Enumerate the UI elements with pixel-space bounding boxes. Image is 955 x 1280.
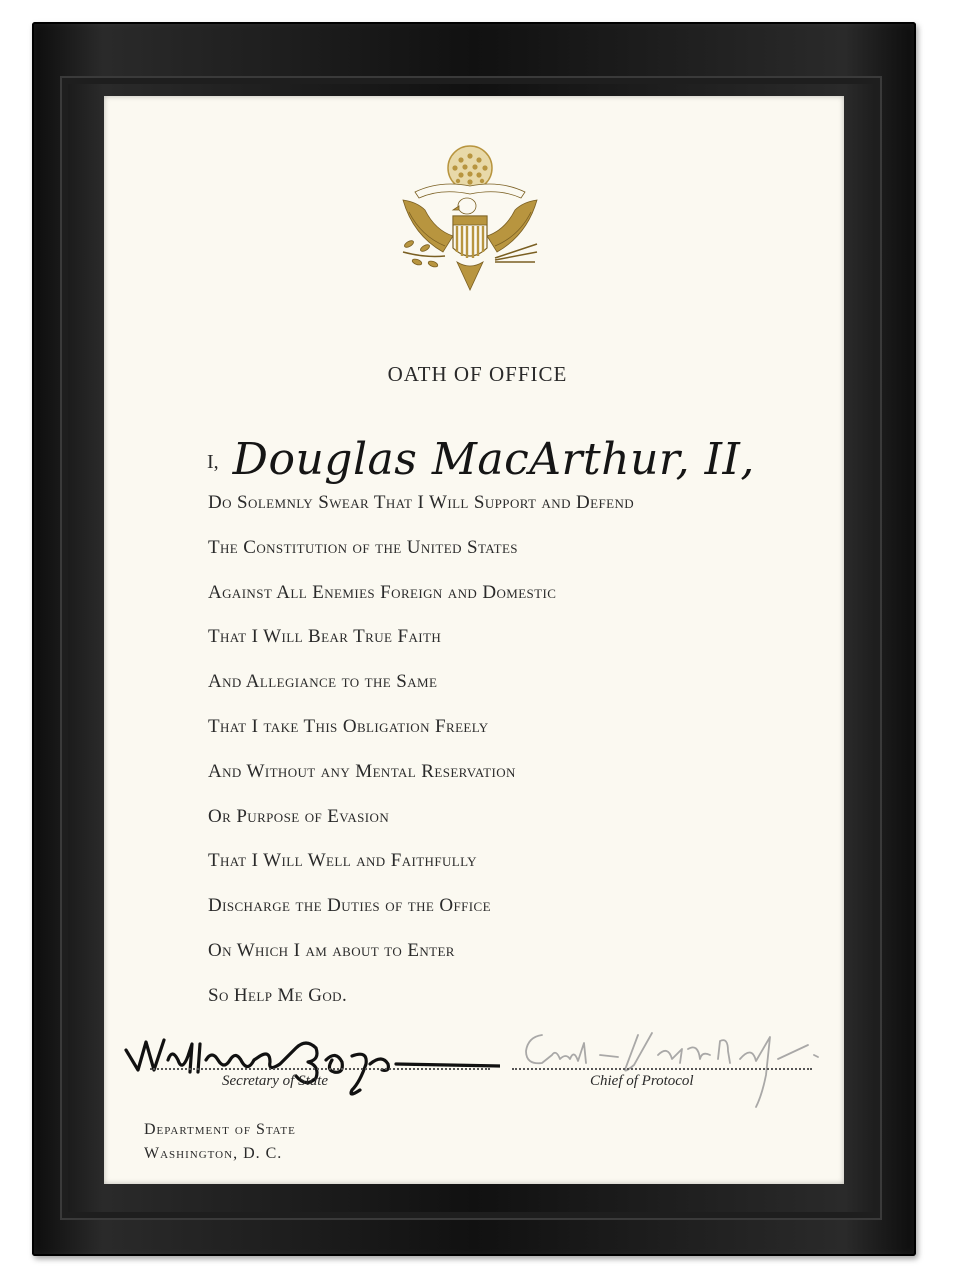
document-title: OATH OF OFFICE [387,362,568,386]
oath-line: Against All Enemies Foreign and Domestic [208,581,557,603]
protocol-signature-line [512,1068,812,1070]
oath-text [208,488,808,1026]
oath-taker-name: Douglas MacArthur, II, [232,434,755,485]
oath-line: Do Solemnly Swear That I Will Support and Defend [208,492,635,513]
oath-prefix: I, [207,451,219,473]
signature-block [120,1015,840,1115]
department-block [144,1118,296,1166]
oath-line: That I Will Well and Faithfully [208,850,477,872]
oath-line: Or Purpose of Evasion [208,805,390,827]
great-seal-eagle-icon [395,140,545,305]
oath-line: Discharge the Duties of the Office [208,895,491,917]
oath-line: And Allegiance to the Same [208,671,438,693]
oath-line: And Without any Mental Reservation [208,760,516,782]
oath-line: On Which I am about to Enter [208,939,455,961]
secretary-signature-line [150,1068,490,1070]
secretary-of-state-caption: Secretary of State [222,1073,329,1089]
oath-line: The Constitution of the United States [208,536,518,558]
department-city: Washington, D. C. [144,1145,283,1162]
oath-line: That I Will Bear True Faith [208,626,442,648]
chief-of-protocol-caption: Chief of Protocol [590,1073,694,1089]
oath-line: That I take This Obligation Freely [208,715,489,737]
department-name: Department of State [144,1121,296,1138]
chief-of-protocol-signature [508,1015,838,1115]
oath-line: So Help Me God. [208,984,348,1006]
oath-name-line [207,428,755,485]
